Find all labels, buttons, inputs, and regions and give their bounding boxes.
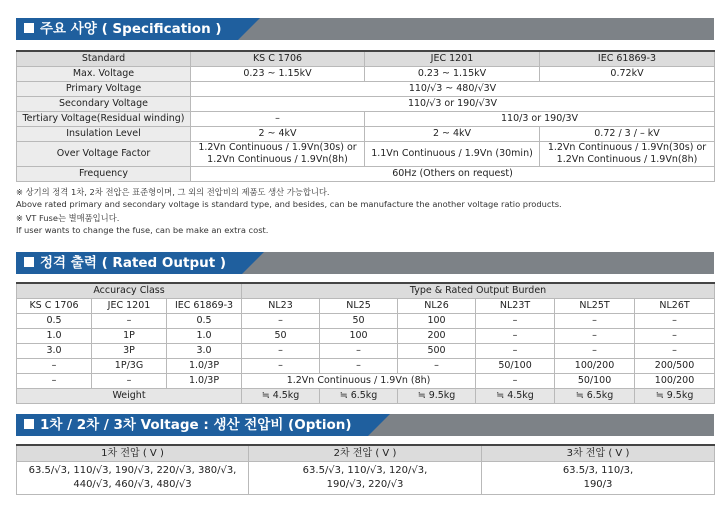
- table-cell: –: [476, 374, 555, 389]
- table-row: [17, 329, 715, 344]
- voltage-option-table: [16, 444, 715, 495]
- table-cell: 500: [398, 344, 476, 359]
- note-line: ※ VT Fuse는 별매품입니다.: [16, 213, 120, 223]
- cell-value: 2 ~ 4kV: [365, 127, 540, 142]
- table-cell: –: [17, 374, 92, 389]
- spec-header-standard: Standard: [17, 51, 191, 67]
- square-bullet-icon: [24, 419, 34, 429]
- weight-label: Weight: [17, 389, 242, 404]
- cell-value: 60Hz (Others on request): [191, 167, 715, 182]
- cell-value: 110/√3 or 190/√3V: [191, 97, 715, 112]
- table-cell: 1.0/3P: [167, 359, 242, 374]
- spec-row-over-voltage: [17, 142, 715, 167]
- cell-value: 1.2Vn Continuous / 1.9Vn(30s) or 1.2Vn Continuous / 1.9Vn(8h): [191, 142, 365, 167]
- table-cell: –: [555, 329, 635, 344]
- table-cell-span: 1.2Vn Continuous / 1.9Vn (8h): [242, 374, 476, 389]
- secondary-voltage-values: [249, 462, 482, 495]
- table-cell: –: [320, 359, 398, 374]
- rated-output-banner: [16, 252, 714, 274]
- weight-cell: ≒ 6.5kg: [320, 389, 398, 404]
- table-cell: –: [92, 314, 167, 329]
- table-cell: 1.0/3P: [167, 374, 242, 389]
- spec-header-iec: IEC 61869-3: [540, 51, 715, 67]
- spec-header-jec: JEC 1201: [365, 51, 540, 67]
- table-cell: 1P/3G: [92, 359, 167, 374]
- square-bullet-icon: [24, 257, 34, 267]
- cell-value: 0.72 / 3 / – kV: [540, 127, 715, 142]
- table-cell: –: [555, 314, 635, 329]
- rated-output-title: 정격 출력 ( Rated Output ): [16, 252, 242, 274]
- table-cell: –: [398, 359, 476, 374]
- accuracy-class-header: Accuracy Class: [17, 283, 242, 299]
- table-cell: –: [635, 344, 715, 359]
- rated-subheader-row: [17, 299, 715, 314]
- table-cell: –: [92, 374, 167, 389]
- cell-value: –: [191, 112, 365, 127]
- row-label: Tertiary Voltage(Residual winding): [17, 112, 191, 127]
- table-cell: 1.0: [167, 329, 242, 344]
- voltage-line: 190/3: [583, 479, 613, 490]
- table-cell: 50: [242, 329, 320, 344]
- note-line: If user wants to change the fuse, can be make an extra cost.: [16, 225, 269, 235]
- subheader-cell: IEC 61869-3: [167, 299, 242, 314]
- subheader-cell: JEC 1201: [92, 299, 167, 314]
- weight-cell: ≒ 9.5kg: [635, 389, 715, 404]
- tertiary-voltage-values: [482, 462, 715, 495]
- table-cell: 100: [398, 314, 476, 329]
- table-cell: –: [320, 344, 398, 359]
- row-label: Primary Voltage: [17, 82, 191, 97]
- spec-row-tertiary-voltage: [17, 112, 715, 127]
- table-cell: 0.5: [167, 314, 242, 329]
- spec-header-row: [17, 51, 715, 67]
- table-row: [17, 344, 715, 359]
- weight-cell: ≒ 4.5kg: [242, 389, 320, 404]
- cell-value: 1.1Vn Continuous / 1.9Vn (30min): [365, 142, 540, 167]
- table-cell: 100: [320, 329, 398, 344]
- spec-row-insulation-level: [17, 127, 715, 142]
- burden-header: Type & Rated Output Burden: [242, 283, 715, 299]
- voltage-line: 63.5/√3, 110/√3, 120/√3,: [302, 465, 428, 476]
- table-cell: 100/200: [635, 374, 715, 389]
- table-cell: 1P: [92, 329, 167, 344]
- voltage-option-banner: [16, 414, 714, 436]
- row-label: Secondary Voltage: [17, 97, 191, 112]
- row-label: Frequency: [17, 167, 191, 182]
- voltage-line: 63.5/√3, 110/√3, 190/√3, 220/√3, 380/√3,: [28, 465, 237, 476]
- table-cell: –: [17, 359, 92, 374]
- row-label: Insulation Level: [17, 127, 191, 142]
- table-cell: –: [242, 359, 320, 374]
- tertiary-voltage-header: 3차 전압 ( V ): [482, 445, 715, 462]
- table-cell: –: [242, 314, 320, 329]
- table-cell: 0.5: [17, 314, 92, 329]
- row-label: Over Voltage Factor: [17, 142, 191, 167]
- note-line: Above rated primary and secondary voltage is standard type, and besides, can be manufacture the another voltage ratio products.: [16, 199, 562, 209]
- spec-header-ks: KS C 1706: [191, 51, 365, 67]
- voltage-line: 190/√3, 220/√3: [326, 479, 404, 490]
- table-cell: –: [242, 344, 320, 359]
- specification-banner: [16, 18, 714, 40]
- subheader-cell: NL26T: [635, 299, 715, 314]
- weight-row: [17, 389, 715, 404]
- table-cell: 200/500: [635, 359, 715, 374]
- table-cell: –: [476, 314, 555, 329]
- table-cell: 3.0: [167, 344, 242, 359]
- notes-block: [16, 186, 562, 236]
- square-bullet-icon: [24, 23, 34, 33]
- table-cell: 3.0: [17, 344, 92, 359]
- spec-row-primary-voltage: [17, 82, 715, 97]
- primary-voltage-values: [17, 462, 249, 495]
- table-cell: 50/100: [555, 374, 635, 389]
- table-cell: 50: [320, 314, 398, 329]
- subheader-cell: NL25: [320, 299, 398, 314]
- table-cell: –: [476, 329, 555, 344]
- voltage-header-row: [17, 445, 715, 462]
- table-cell: –: [635, 329, 715, 344]
- table-cell: 1.0: [17, 329, 92, 344]
- subheader-cell: NL25T: [555, 299, 635, 314]
- subheader-cell: NL26: [398, 299, 476, 314]
- cell-value: 0.72kV: [540, 67, 715, 82]
- cell-value: 1.2Vn Continuous / 1.9Vn(30s) or 1.2Vn Continuous / 1.9Vn(8h): [540, 142, 715, 167]
- secondary-voltage-header: 2차 전압 ( V ): [249, 445, 482, 462]
- row-label: Max. Voltage: [17, 67, 191, 82]
- weight-cell: ≒ 9.5kg: [398, 389, 476, 404]
- table-cell: 3P: [92, 344, 167, 359]
- rated-output-table: [16, 282, 715, 404]
- voltage-values-row: [17, 462, 715, 495]
- cell-value: 110/√3 ~ 480/√3V: [191, 82, 715, 97]
- subheader-cell: NL23T: [476, 299, 555, 314]
- voltage-option-title: 1차 / 2차 / 3차 Voltage : 생산 전압비 (Option): [16, 414, 368, 436]
- cell-value: 0.23 ~ 1.15kV: [365, 67, 540, 82]
- table-cell: –: [635, 314, 715, 329]
- spec-row-frequency: [17, 167, 715, 182]
- weight-cell: ≒ 4.5kg: [476, 389, 555, 404]
- cell-value: 110/3 or 190/3V: [365, 112, 715, 127]
- spec-row-max-voltage: [17, 67, 715, 82]
- cell-value: 0.23 ~ 1.15kV: [191, 67, 365, 82]
- table-row: [17, 314, 715, 329]
- cell-value: 2 ~ 4kV: [191, 127, 365, 142]
- table-cell: –: [555, 344, 635, 359]
- subheader-cell: KS C 1706: [17, 299, 92, 314]
- table-cell: –: [476, 344, 555, 359]
- subheader-cell: NL23: [242, 299, 320, 314]
- voltage-line: 440/√3, 460/√3, 480/√3: [73, 479, 192, 490]
- primary-voltage-header: 1차 전압 ( V ): [17, 445, 249, 462]
- specification-title: 주요 사양 ( Specification ): [16, 18, 238, 40]
- table-cell: 200: [398, 329, 476, 344]
- table-row: [17, 359, 715, 374]
- weight-cell: ≒ 6.5kg: [555, 389, 635, 404]
- table-cell: 50/100: [476, 359, 555, 374]
- spec-row-secondary-voltage: [17, 97, 715, 112]
- note-line: ※ 상기의 정격 1차, 2차 전압은 표준형이며, 그 외의 전압비의 제품도 생산 가능합니다.: [16, 187, 330, 197]
- rated-header-row: [17, 283, 715, 299]
- voltage-line: 63.5/3, 110/3,: [562, 465, 634, 476]
- table-row: [17, 374, 715, 389]
- specification-table: [16, 50, 715, 182]
- table-cell: 100/200: [555, 359, 635, 374]
